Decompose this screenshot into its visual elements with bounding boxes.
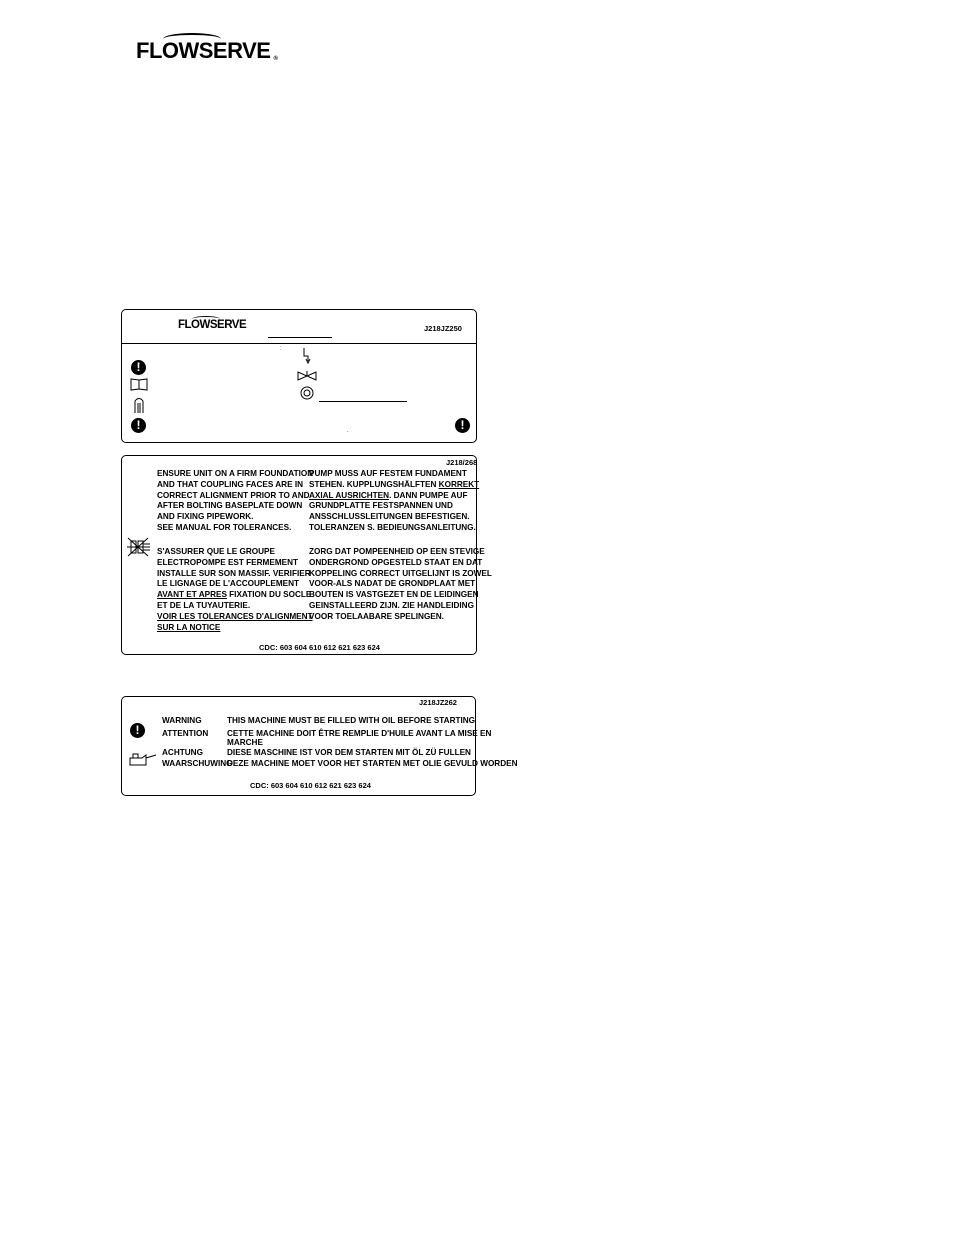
warning-icon: ! bbox=[131, 418, 146, 433]
alignment-plate-j218-268 bbox=[121, 455, 492, 655]
electrical-hazard-icon bbox=[301, 347, 313, 365]
manual-book-icon bbox=[130, 377, 148, 391]
plate1-blank-line bbox=[319, 401, 407, 402]
dutch-text: ZORG DAT POMPEENHEID OP EEN STEVIGE ONDERGROND OPGESTELD STAAT EN DAT KOPPELING CORRECT UITGELIJNT IS ZOWEL VOOR-ALS NADAT DE GRONDPLAAT MET BOUTEN IS VASTGEZET EN DE LEIDINGEN GEINSTALLEERD ZIJN. ZIE HANDLEIDING VOOR TOELAABARE SPELINGEN. bbox=[309, 547, 492, 621]
coupling-alignment-icon bbox=[126, 536, 152, 558]
english-text: ENSURE UNIT ON A FIRM FOUNDATION AND THAT COUPLING FACES ARE IN CORRECT ALIGNMENT PRIOR TO AND AFTER BOLTING BASEPLATE DOWN AND FIXING PIPEWORK. SEE MANUAL FOR TOLERANCES. bbox=[157, 469, 314, 532]
logo-arc bbox=[163, 33, 221, 45]
plate1-blank-line bbox=[268, 337, 332, 338]
valve-icon bbox=[296, 371, 318, 381]
plate1-divider bbox=[122, 343, 476, 344]
plate3-cdc: CDC: 603 604 610 612 621 623 624 bbox=[250, 781, 371, 790]
plate1-logo: FLOWSERVE bbox=[178, 319, 246, 331]
nameplate-j218jz250: FLOWSERVE J218JZ250 : ! ! . ! bbox=[121, 309, 477, 443]
german-text: PUMP MUSS AUF FESTEM FUNDAMENT STEHEN. KUPPLUNGSHÄLFTEN KORREKT AXIAL AUSRICHTEN. DANN PUMPE AUF GRUNDPLATTE FESTSPANNEN UND ANSSCHLUSSLEITUNGEN BEFESTIGEN. TOLERANZEN S. BEDIEUNGSANLEITUNG. bbox=[309, 469, 480, 532]
warning-icon: ! bbox=[130, 723, 145, 738]
plate2-cdc: CDC: 603 604 610 612 621 623 624 bbox=[259, 643, 380, 652]
temperature-icon bbox=[132, 396, 146, 414]
plate2-code: J218/268 bbox=[446, 458, 478, 467]
warning-icon: ! bbox=[131, 360, 146, 375]
french-text: S'ASSURER QUE LE GROUPE ELECTROPOMPE EST FERMEMENT INSTALLE SUR SON MASSIF. VERIFIER LE LIGNAGE DE L'ACCOUPLEMENT AVANT ET APRES FIXATION DU SOCLE ET DE LA TUYAUTERIE. VOIR LES TOLERANCES D'ALIGNMENT SUR LA NOTICE bbox=[157, 547, 313, 632]
rotation-icon bbox=[299, 384, 315, 400]
flowserve-logo: FLOWSERVE ® bbox=[136, 38, 270, 64]
oil-can-icon bbox=[128, 752, 158, 768]
oil-warning-plate-j218jz262: J218JZ262 ! WARNING ATTENTION ACHTUNG WAARSCHUWING THIS MACHINE MUST BE FILLED WITH OIL BEFORE STARTING CETTE MACHINE DOIT ÊTRE REMPLIE D'HUILE AVANT LA MISE EN MARCHE DIESE MASCHINE IST VOR DEM STARTEN MIT ÖL ZÜ FULLEN DEZE MACHINE MOET VOOR HET STARTEN MET OLIE GEVULD WORDEN CDC: 603 604 610 612 621 623 624 bbox=[121, 696, 476, 796]
plate3-code: J218JZ262 bbox=[419, 698, 457, 707]
warning-icon: ! bbox=[455, 418, 470, 433]
plate1-code: J218JZ250 bbox=[424, 324, 462, 333]
